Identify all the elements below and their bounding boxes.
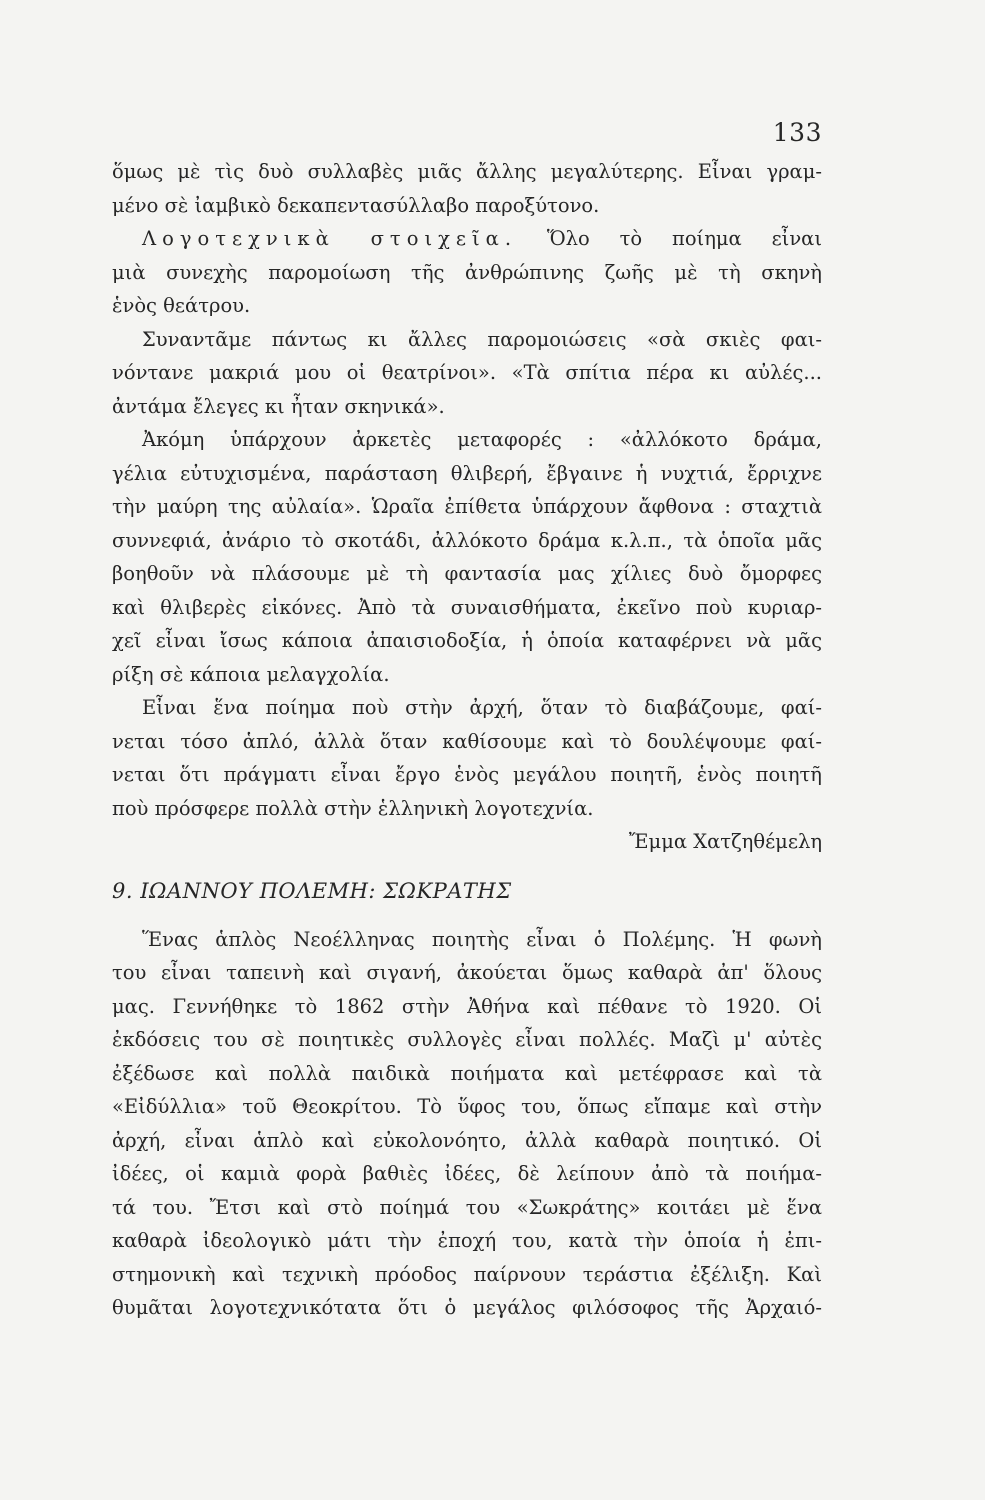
text-line: ἀντάμα ἔλεγες κι ἦταν σκηνικά».: [112, 394, 445, 418]
text-line: τὴν μαύρη της αὐλαία». Ὡραῖα ἐπίθετα ὑπάρχουν ἄφθονα : σταχτιὰ: [112, 495, 822, 518]
text-line: «Εἰδύλλια» τοῦ Θεοκρίτου. Τὸ ὕφος του, ὅπως εἴπαμε καὶ στὴν: [112, 1095, 822, 1118]
text-line: χεῖ εἶναι ἴσως κάποια ἀπαισιοδοξία, ἡ ὁποία καταφέρνει νὰ μᾶς: [112, 629, 822, 652]
section-heading: 9. ΙΩΑΝΝΟΥ ΠΟΛΕΜΗ: ΣΩΚΡΑΤΗΣ: [112, 878, 512, 903]
paragraph-conclusion: [112, 691, 822, 825]
text-line: ποὺ πρόσφερε πολλὰ στὴν ἑλληνικὴ λογοτεχνία.: [112, 796, 594, 820]
text-line: ἀρχή, εἶναι ἁπλὸ καὶ εὐκολονόητο, ἀλλὰ καθαρὰ ποιητικό. Οἱ: [112, 1128, 822, 1152]
text-line: καθαρὰ ἰδεολογικὸ μάτι τὴν ἐποχή του, κατὰ τὴν ὁποία ἡ ἐπι-: [112, 1229, 822, 1252]
text-line: θυμᾶται λογοτεχνικότατα ὅτι ὁ μεγάλος φιλόσοφος τῆς Ἀρχαιό-: [112, 1296, 822, 1319]
text-line: καὶ θλιβερὲς εἰκόνες. Ἀπὸ τὰ συναισθήματα, ἐκεῖνο ποὺ κυριαρ-: [112, 595, 822, 619]
text-line: [112, 222, 822, 256]
text-line: τά του. Ἔτσι καὶ στὸ ποίημά του «Σωκράτης» κοιτάει μὲ ἕνα: [112, 1195, 822, 1219]
text-line: Εἶναι ἕνα ποίημα ποὺ στὴν ἀρχή, ὅταν τὸ διαβάζουμε, φαί-: [142, 696, 822, 719]
text-line: στημονικὴ καὶ τεχνικὴ πρόοδος παίρνουν τεράστια ἐξέλιξη. Καὶ: [112, 1262, 822, 1286]
page-number: 133: [772, 118, 822, 147]
text-line: μένο σὲ ἰαμβικὸ δεκαπεντασύλλαβο παροξύτονο.: [112, 193, 600, 217]
text-line: ρίξη σὲ κάποια μελαγχολία.: [112, 662, 390, 686]
text-line: βοηθοῦν νὰ πλάσουμε μὲ τὴ φαντασία μας χίλιες δυὸ ὄμορφες: [112, 562, 822, 585]
paragraph-metaphors: [112, 423, 822, 691]
author-signature: Ἔμμα Χατζηθέμελη: [628, 830, 822, 853]
text-line: ἑνὸς θεάτρου.: [112, 294, 251, 317]
paragraph-meter: [112, 155, 822, 222]
text-line: ὅμως μὲ τὶς δυὸ συλλαβὲς μιᾶς ἄλλης μεγαλύτερης. Εἶναι γραμ-: [112, 160, 822, 183]
body-text: [112, 155, 822, 1325]
text-line: Συναντᾶμε πάντως κι ἄλλες παρομοιώσεις «σὰ σκιὲς φαι-: [142, 327, 822, 351]
text-line: μιὰ συνεχὴς παρομοίωση τῆς ἀνθρώπινης ζωῆς μὲ τὴ σκηνὴ: [112, 260, 822, 284]
text-line: νόντανε μακριά μου οἱ θεατρίνοι». «Τὰ σπίτια πέρα κι αὐλές...: [112, 361, 822, 384]
text-line: νεται τόσο ἁπλό, ἀλλὰ ὅταν καθίσουμε καὶ τὸ δουλέψουμε φαί-: [112, 729, 822, 753]
paragraph-similes: [112, 323, 822, 424]
text-line: ἰδέες, οἱ καμιὰ φορὰ βαθιὲς ἰδέες, δὲ λείπουν ἀπὸ τὰ ποιήμα-: [112, 1162, 822, 1185]
text-line: συννεφιά, ἀνάριο τὸ σκοτάδι, ἀλλόκοτο δράμα κ.λ.π., τὰ ὁποῖα μᾶς: [112, 528, 822, 552]
text-line: ἐξέδωσε καὶ πολλὰ παιδικὰ ποιήματα καὶ μετέφρασε καὶ τὰ: [112, 1061, 822, 1085]
text-line: Ἀκόμη ὑπάρχουν ἀρκετὲς μεταφορές : «ἀλλόκοτο δράμα,: [142, 428, 822, 451]
text-line: μας. Γεννήθηκε τὸ 1862 στὴν Ἀθήνα καὶ πέθανε τὸ 1920. Οἱ: [112, 994, 822, 1018]
text-line: νεται ὅτι πράγματι εἶναι ἔργο ἑνὸς μεγάλου ποιητῆ, ἑνὸς ποιητῆ: [112, 763, 822, 786]
text-line: γέλια εὐτυχισμένα, παράσταση θλιβερή, ἔβγαινε ἡ νυχτιά, ἔρριχνε: [112, 461, 822, 485]
text-line: Ἕνας ἁπλὸς Νεοέλληνας ποιητὴς εἶναι ὁ Πολέμης. Ἡ φωνὴ: [142, 927, 822, 951]
paragraph-literary-elements: [112, 222, 822, 323]
spaced-label: Λογοτεχνικὰ στοιχεῖα.: [142, 227, 518, 250]
text-line: ἐκδόσεις του σὲ ποιητικὲς συλλογὲς εἶναι πολλές. Μαζὶ μ' αὐτὲς: [112, 1028, 822, 1051]
text-fragment: Ὅλο τὸ ποίημα εἶναι: [546, 227, 822, 250]
paragraph-polemis: [112, 923, 822, 1325]
text-line: του εἶναι ταπεινὴ καὶ σιγανή, ἀκούεται ὅμως καθαρὰ ἀπ' ὅλους: [112, 961, 822, 984]
